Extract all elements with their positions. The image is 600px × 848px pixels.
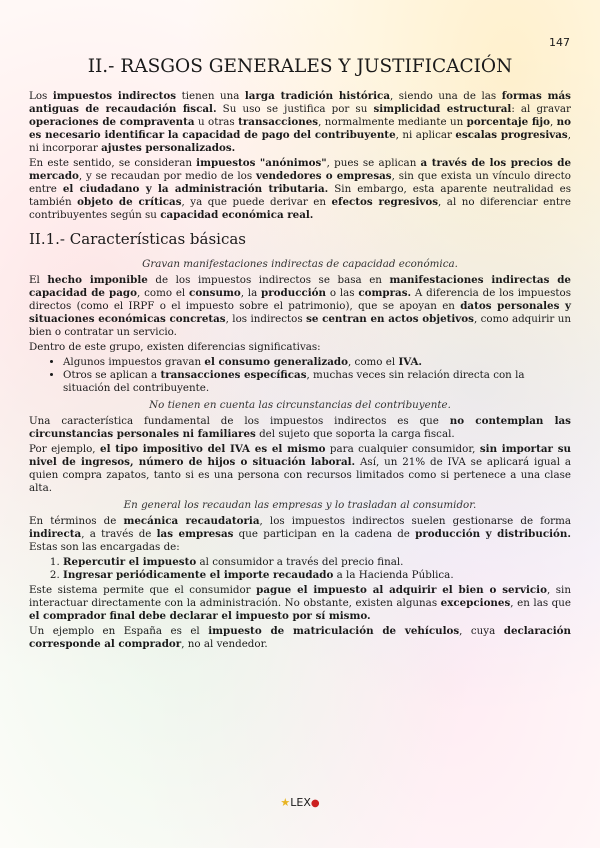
block-1 — [29, 274, 571, 354]
text-run: Dentro de este grupo, existen diferencias significativas: — [29, 341, 321, 353]
block-1-paragraph-1 — [29, 274, 571, 339]
text-run: Una característica fundamental de los impuestos indirectos es que — [29, 415, 450, 427]
text-run: Otros se aplican a — [63, 369, 161, 381]
star-icon: ★ — [280, 796, 291, 809]
text-run: Los — [29, 90, 53, 102]
bold-text: larga tradición histórica — [244, 90, 390, 102]
bold-text: impuestos indirectos — [52, 90, 177, 102]
text-run: , como el — [348, 356, 399, 368]
text-run: , como el — [137, 287, 190, 299]
text-run: , pues se aplican — [326, 157, 421, 169]
text-run: A diferencia de los impuestos directos (como el IRPF o el impuesto sobre el patrimonio), que se apoyan en — [29, 287, 571, 312]
text-run: que participan en la cadena de — [233, 528, 416, 540]
text-run: tienen una — [176, 90, 245, 102]
document-body — [29, 56, 571, 653]
bold-text: Ingresar periódicamente el importe recaudado — [63, 569, 334, 581]
text-run: del sujeto que soporta la carga fiscal. — [255, 428, 455, 440]
text-run: Este sistema permite que el consumidor — [29, 584, 257, 596]
block-3 — [29, 515, 571, 554]
bold-text: el tipo impositivo del IVA es el mismo — [100, 443, 326, 455]
bold-text: porcentaje fijo — [466, 116, 550, 128]
bold-text: el comprador final debe declarar el impuesto por sí mismo. — [29, 610, 371, 622]
text-run: de los impuestos indirectos se basa en — [147, 274, 390, 286]
bold-text: indirecta — [29, 528, 82, 540]
bold-text: transacciones específicas — [160, 369, 307, 381]
text-run: , normalmente mediante un — [318, 116, 467, 128]
bold-text: transacciones — [238, 116, 319, 128]
caption-2: No tienen en cuenta las circunstancias del contribuyente. — [149, 399, 451, 411]
page-number: 147 — [549, 36, 570, 49]
text-run: El — [29, 274, 48, 286]
text-run: , los impuestos indirectos suelen gestionarse de forma — [259, 515, 571, 527]
text-run: , y se recaudan por medio de los — [78, 170, 256, 182]
text-run: Estas son las encargadas de: — [29, 541, 180, 553]
bold-text: declaración corresponde al comprador — [29, 625, 571, 650]
bold-text: no contemplan las circunstancias personales ni familiares — [29, 415, 571, 440]
bold-text: consumo — [189, 287, 241, 299]
intro-paragraphs-paragraph-1 — [29, 90, 571, 155]
bold-text: producción — [261, 287, 327, 299]
bold-text: formas más antiguas de recaudación fiscal. — [29, 90, 571, 115]
text-run: Un ejemplo en España es el — [29, 625, 209, 637]
block-3-paragraph-1 — [29, 515, 571, 554]
text-run: Sin embargo, esta aparente neutralidad es también — [29, 183, 571, 208]
text-run: para cualquier consumidor, — [325, 443, 480, 455]
bold-text: a través de los precios de mercado — [29, 157, 571, 182]
text-run: , siendo una de las — [390, 90, 502, 102]
text-run: , a través de — [81, 528, 157, 540]
bold-text: mecánica recaudatoria — [123, 515, 260, 527]
bold-text: se centran en actos objetivos — [306, 313, 474, 325]
bullets-item-1 — [63, 356, 571, 369]
bold-text: el ciudadano y la administración tributaria. — [62, 183, 329, 195]
intro-section — [29, 90, 571, 222]
caption-3: En general los recaudan las empresas y lo trasladan al consumidor. — [123, 499, 477, 511]
bullets-item-2 — [63, 369, 571, 395]
bold-text: hecho imponible — [47, 274, 148, 286]
block-2-paragraph-2 — [29, 443, 571, 495]
bold-text: datos personales y situaciones económicas concretas — [29, 300, 571, 325]
text-run: , ni incorporar — [29, 129, 571, 154]
text-run: , en las que — [510, 597, 571, 609]
text-run: , sin interactuar directamente con la administración. No obstante, existen algunas — [29, 584, 571, 609]
bold-text: Repercutir el impuesto — [63, 556, 197, 568]
text-run: al consumidor a través del precio final. — [196, 556, 404, 568]
bold-text: efectos regresivos — [331, 196, 439, 208]
page-title: II.- RASGOS GENERALES Y JUSTIFICACIÓN — [87, 56, 513, 77]
bold-text: impuesto de matriculación de vehículos — [208, 625, 460, 637]
block-2-paragraph-1 — [29, 415, 571, 441]
block-4-paragraph-1 — [29, 584, 571, 623]
bold-text: producción y distribución. — [415, 528, 571, 540]
text-run: a la Hacienda Pública. — [333, 569, 454, 581]
footer — [0, 796, 600, 809]
text-run: : al gravar — [511, 103, 571, 115]
bold-text: el consumo generalizado — [204, 356, 349, 368]
ordered-item-1 — [63, 556, 571, 569]
footer-brand: LEX — [290, 796, 311, 809]
text-run: Algunos impuestos gravan — [63, 356, 205, 368]
block-2 — [29, 415, 571, 495]
drop-icon: ● — [310, 798, 320, 809]
bold-text: simplicidad estructural — [373, 103, 512, 115]
bold-text: pague el impuesto al adquirir el bien o servicio — [256, 584, 547, 596]
text-run: En este sentido, se consideran — [29, 157, 197, 169]
text-run: Por ejemplo, — [29, 443, 101, 455]
section-title: II.1.- Características básicas — [29, 230, 246, 248]
text-run: , — [549, 116, 557, 128]
text-run: En términos de — [29, 515, 124, 527]
text-run: Su uso se justifica por su — [216, 103, 374, 115]
bold-text: capacidad económica real. — [160, 209, 314, 221]
bold-text: no es necesario identificar la capacidad de pago del contribuyente — [29, 116, 571, 141]
text-run: Así, un 21% de IVA se aplicará igual a quien compra zapatos, tanto si es una persona con recursos limitados como si pertenece a una clase alta. — [29, 456, 571, 494]
caption-1: Gravan manifestaciones indirectas de capacidad económica. — [142, 258, 458, 270]
bold-text: las empresas — [156, 528, 234, 540]
ordered-item-2 — [63, 569, 571, 582]
bold-text: IVA. — [398, 356, 423, 368]
text-run: , la — [240, 287, 262, 299]
bold-text: impuestos "anónimos" — [196, 157, 327, 169]
text-run: , muchas veces sin relación directa con la situación del contribuyente. — [63, 369, 525, 394]
text-run: , sin que exista un vínculo directo entre — [29, 170, 571, 195]
bullet-list — [29, 356, 571, 395]
bold-text: escalas progresivas — [455, 129, 568, 141]
bold-text: ajustes personalizados. — [101, 142, 236, 154]
text-run: u otras — [194, 116, 239, 128]
bold-text: operaciones de compraventa — [29, 116, 195, 128]
block-4 — [29, 584, 571, 651]
text-run: , como adquirir un bien o contratar un servicio. — [29, 313, 571, 338]
bold-text: excepciones — [440, 597, 511, 609]
bold-text: manifestaciones indirectas de capacidad de pago — [29, 274, 571, 299]
text-run: o las — [326, 287, 359, 299]
text-run: , los indirectos — [225, 313, 307, 325]
block-1-paragraph-2 — [29, 341, 571, 354]
bold-text: objeto de críticas — [77, 196, 182, 208]
block-4-paragraph-2 — [29, 625, 571, 651]
ordered-list — [29, 556, 571, 582]
bold-text: compras. — [358, 287, 412, 299]
intro-paragraphs-paragraph-2 — [29, 157, 571, 222]
bold-text: sin importar su nivel de ingresos, número de hijos o situación laboral. — [29, 443, 572, 468]
text-run: , ni aplicar — [395, 129, 456, 141]
text-run: , ya que puede derivar en — [181, 196, 332, 208]
bold-text: vendedores o empresas — [255, 170, 392, 182]
text-run: , cuya — [459, 625, 504, 637]
text-run: , al no diferenciar entre contribuyentes según su — [29, 196, 571, 221]
text-run: , no al vendedor. — [181, 638, 268, 650]
